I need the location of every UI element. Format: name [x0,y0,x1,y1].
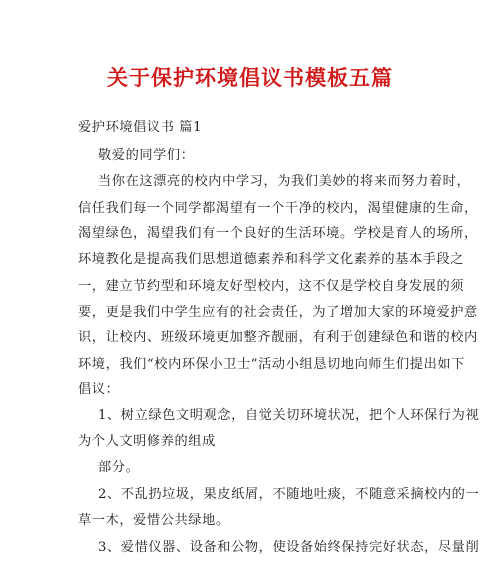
paragraph-line: 倡议： [78,382,120,397]
paragraph-line: 当你在这漂亮的校内中学习，为我们美妙的将来而努力着时， [98,174,471,189]
section-heading: 爱护环境倡议书 篇1 [78,120,203,135]
paragraph-line: 识，让校内、班级环境更加整齐靓丽，有利于创建绿色和谐的校内 [78,330,478,345]
list-item-continuation: 部分。 [98,460,140,475]
paragraph-line: 环境，我们“校内环保小卫士”活动小组恳切地向师生们提出如下 [78,357,465,372]
paragraph-line: 信任我们每一个同学都渴望有一个干净的校内，渴望健康的生命， [78,201,478,216]
list-item-continuation: 为个人文明修养的组成 [78,434,216,449]
list-item: 3、爱惜仪器、设备和公物，使设备始终保持完好状态，尽量削 [98,540,480,555]
document-title: 关于保护环境倡议书模板五篇 [107,65,393,90]
salutation: 敬爱的同学们： [98,148,195,163]
list-item: 1、树立绿色文明观念，自觉关切环境状况，把个人环保行为视 [98,408,480,423]
paragraph-line: 一，建立节约型和环境友好型校内，这不仅是学校自身发展的须 [78,279,465,294]
paragraph-line: 要，更是我们中学生应有的社会责任，为了增加大家的环境爱护意 [78,305,478,320]
paragraph-line: 渴望绿色，渴望我们有一个良好的生活环境。学校是育人的场所， [78,226,478,241]
paragraph-line: 环境教化是提高我们思想道德素养和科学文化素养的基本手段之 [78,252,465,267]
list-item-continuation: 草一木，爱惜公共绿地。 [78,513,230,528]
list-item: 2、不乱扔垃圾，果皮纸屑，不随地吐痰，不随意采摘校内的一 [98,487,480,502]
